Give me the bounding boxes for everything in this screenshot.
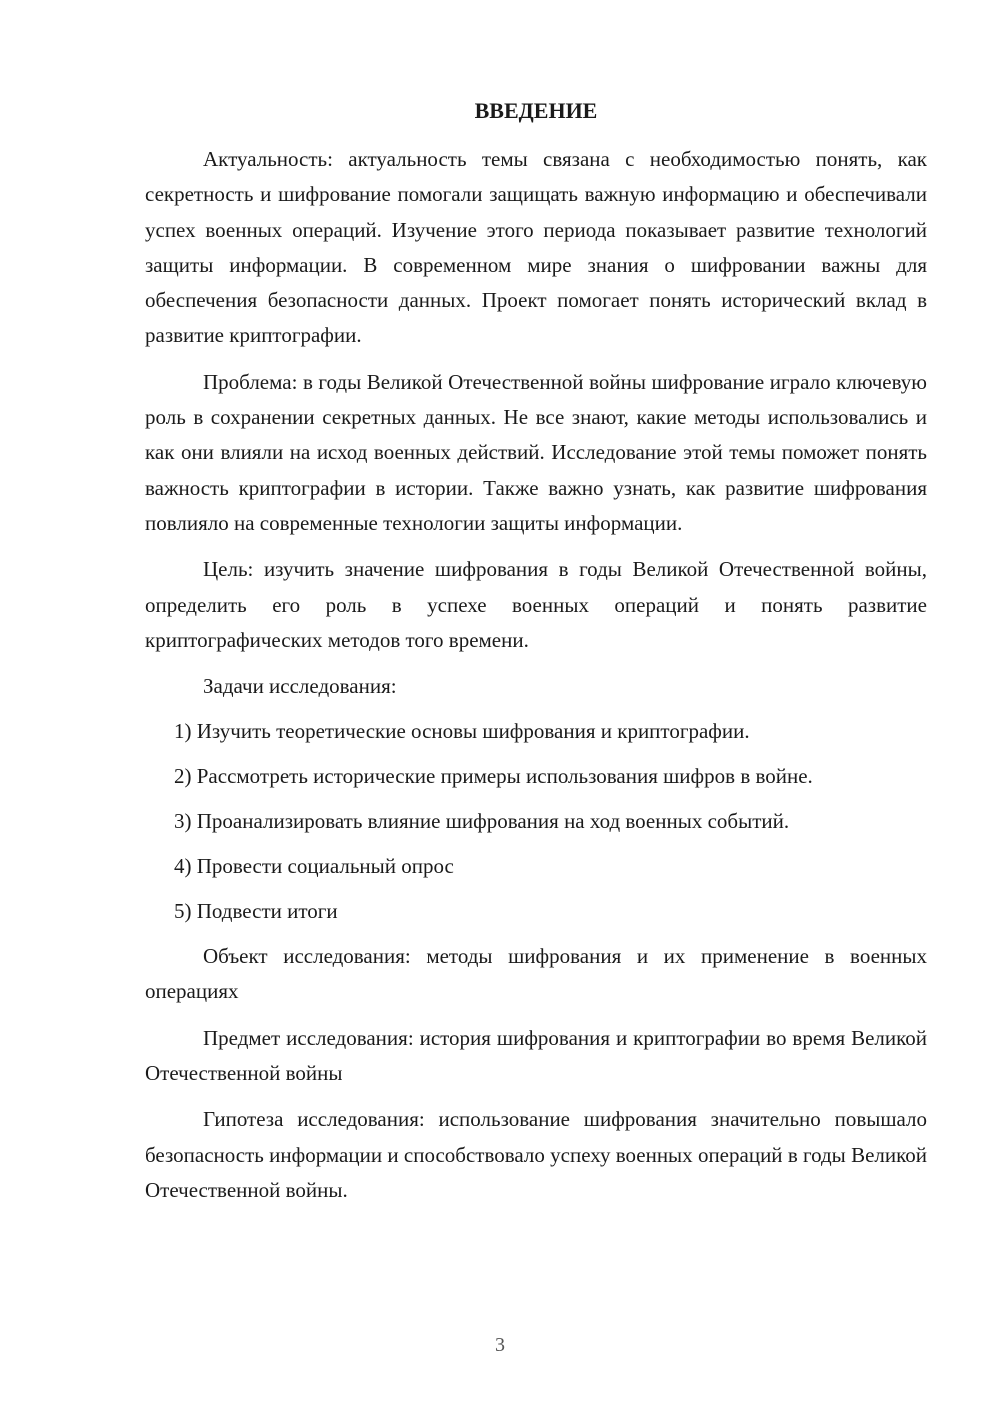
- paragraph-subject: Предмет исследования: история шифрования и криптографии во время Великой Отечественной войны: [145, 1025, 927, 1086]
- list-item: 4) Провести социальный опрос: [174, 854, 454, 879]
- tasks-list: [145, 714, 927, 929]
- paragraph-hypothesis: Гипотеза исследования: использование шифрования значительно повышало безопасность информации и способствовало успеху военных операций в годы Великой Отечественной войны.: [145, 1107, 927, 1202]
- paragraph-relevance: Актуальность: актуальность темы связана с необходимостью понять, как секретность и шифрование помогали защищать важную информацию и обеспечивали успех военных операций. Изучение этого периода показывает развитие технологий защиты информации. В современном мире знания о шифровании важны для обеспечения безопасности данных. Проект помогает понять исторический вклад в развитие криптографии.: [145, 147, 927, 348]
- list-item: 3) Проанализировать влияние шифрования на ход военных событий.: [174, 809, 790, 834]
- page-content: [145, 96, 927, 1208]
- list-item: 2) Рассмотреть исторические примеры использования шифров в войне.: [174, 764, 813, 789]
- page-number: 3: [495, 1334, 505, 1356]
- page-title: ВВЕДЕНИЕ: [474, 98, 598, 123]
- paragraph-problem: Проблема: в годы Великой Отечественной войны шифрование играло ключевую роль в сохранении секретных данных. Не все знают, какие методы использовались и как они влияли на исход военных действий. Исследование этой темы поможет понять важность криптографии в истории. Также важно узнать, как развитие шифрования повлияло на современные технологии защиты информации.: [145, 369, 927, 535]
- list-item: 1) Изучить теоретические основы шифрования и криптографии.: [174, 719, 750, 744]
- tasks-heading: Задачи исследования:: [203, 674, 397, 699]
- list-item: 5) Подвести итоги: [174, 899, 338, 924]
- paragraph-goal: Цель: изучить значение шифрования в годы Великой Отечественной войны, определить его роль в успехе военных операций и понять развитие криптографических методов того времени.: [145, 557, 927, 652]
- paragraph-object: Объект исследования: методы шифрования и их применение в военных операциях: [145, 944, 927, 1004]
